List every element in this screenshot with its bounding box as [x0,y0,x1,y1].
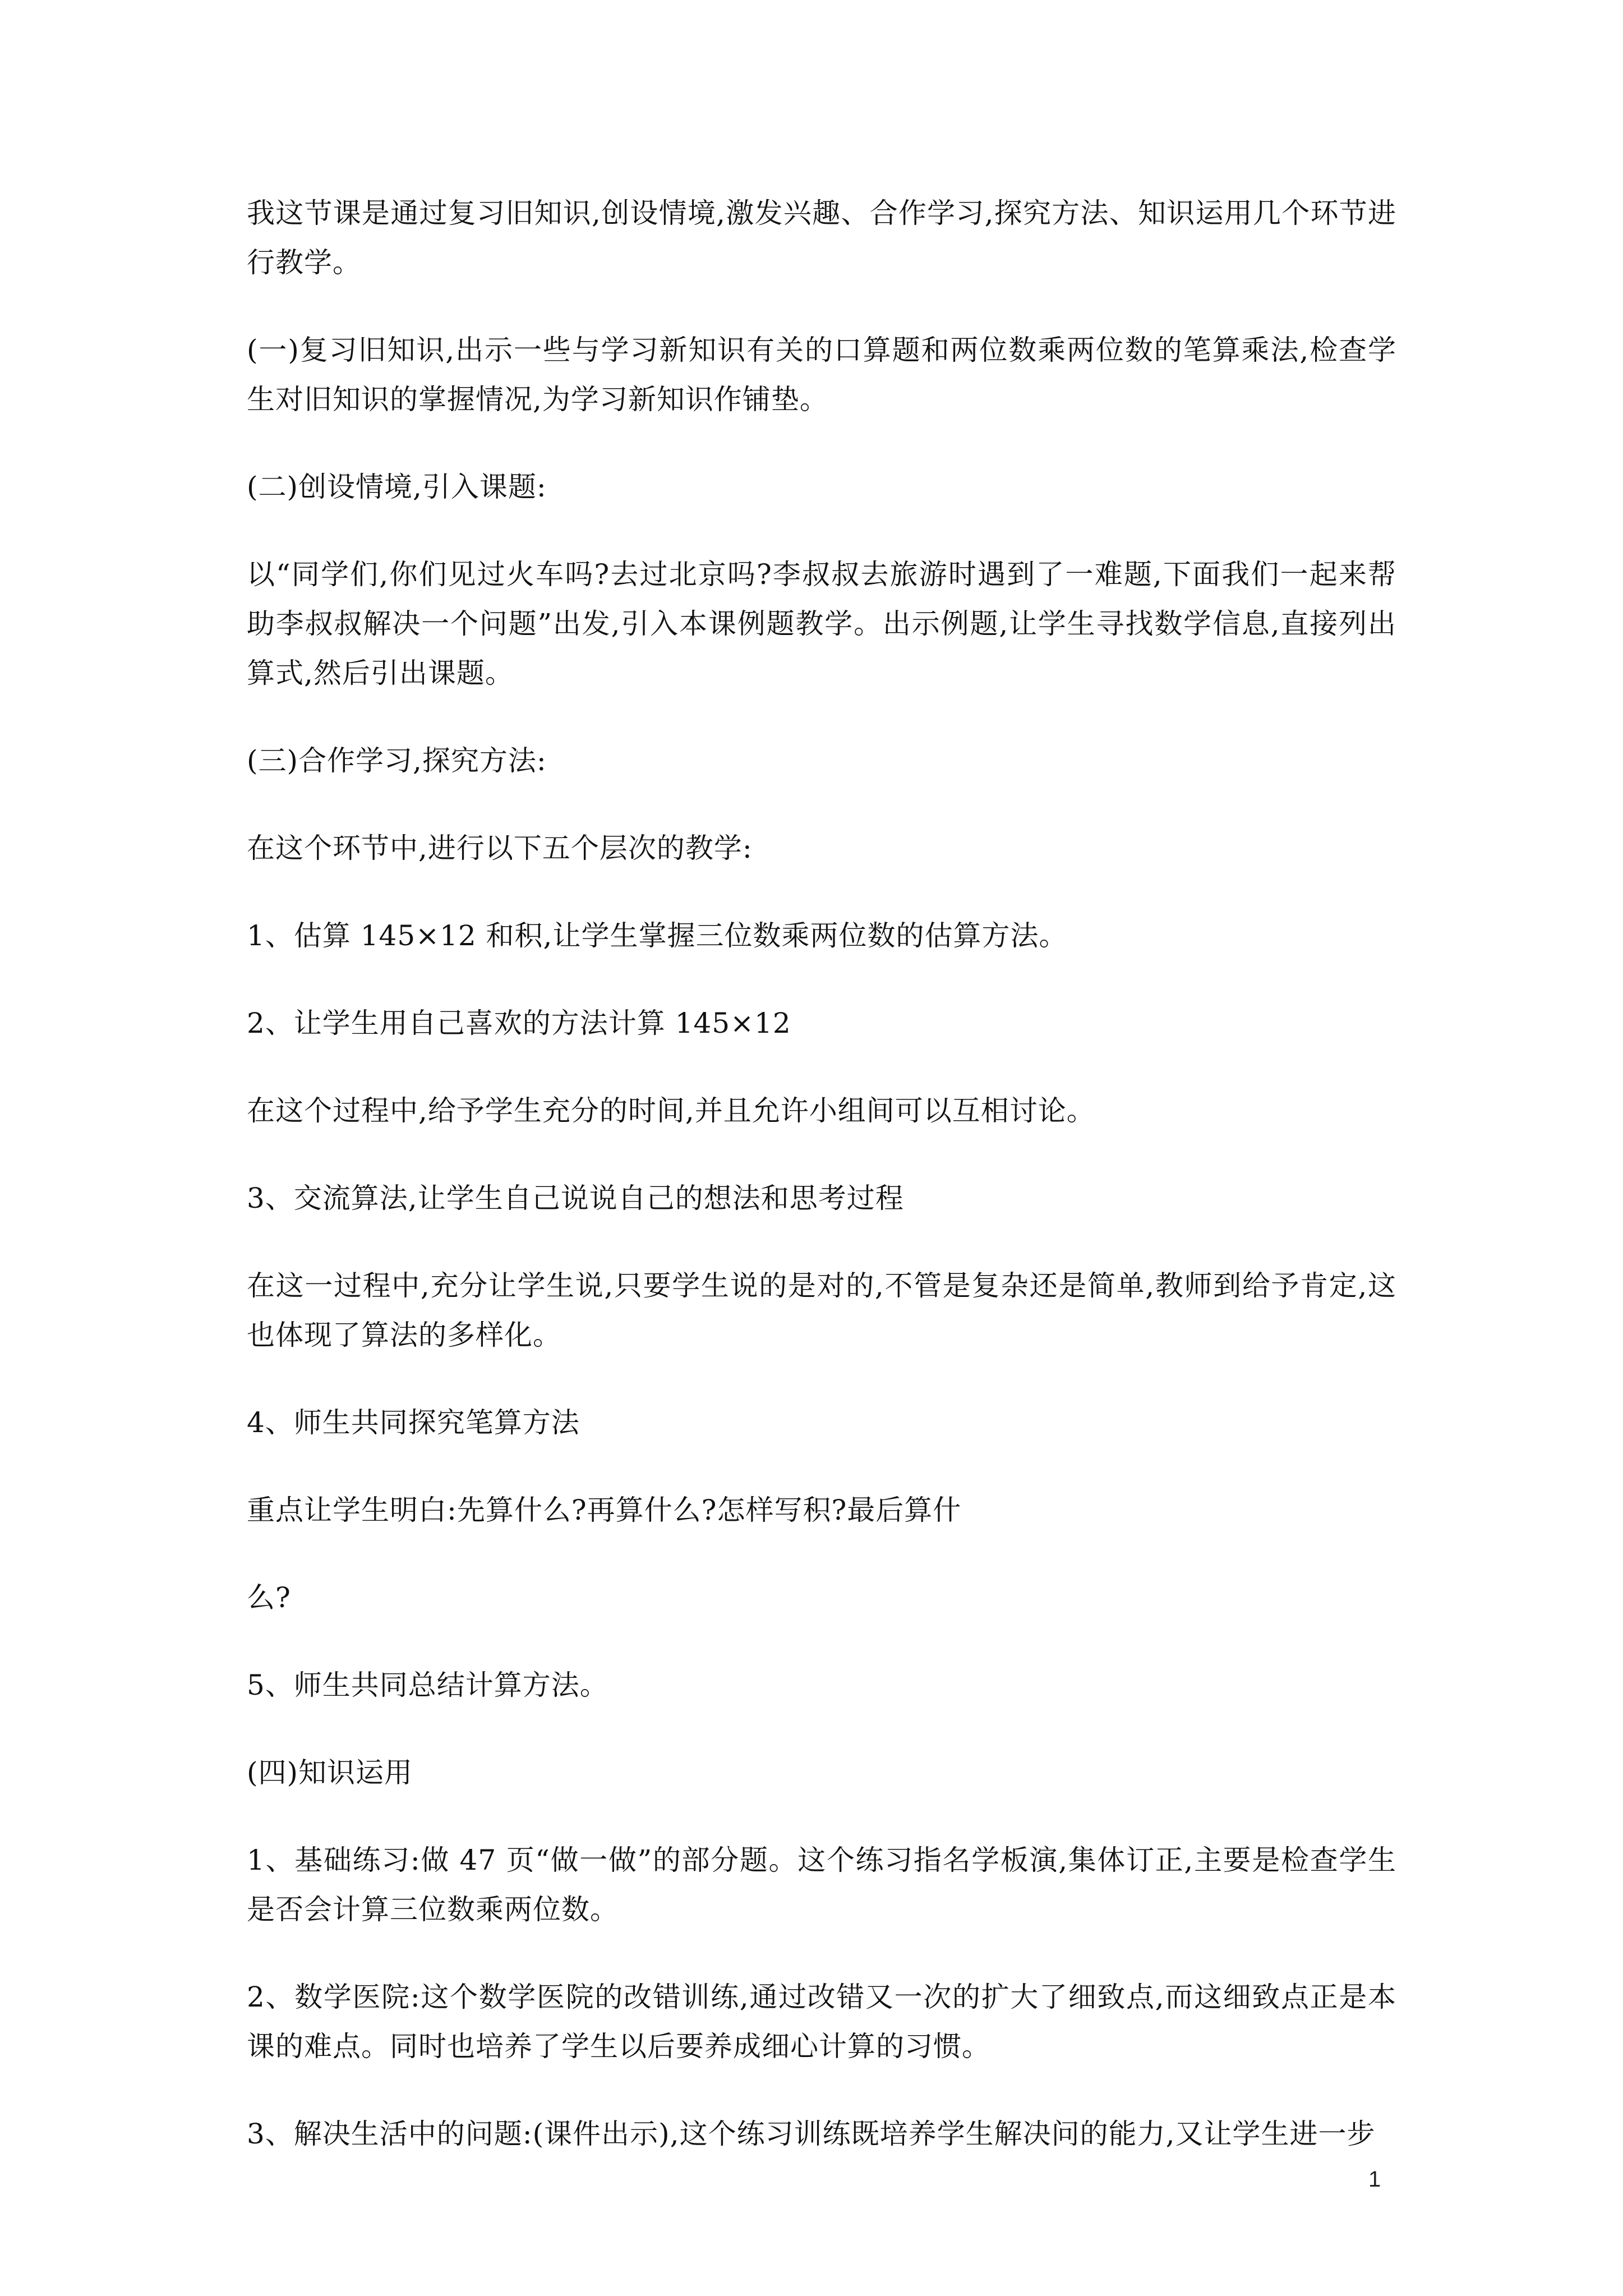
paragraph: (一)复习旧知识,出示一些与学习新知识有关的口算题和两位数乘两位数的笔算乘法,检查学生对旧知识的掌握情况,为学习新知识作铺垫。 [247,334,1396,416]
paragraph: 1、估算 145×12 和积,让学生掌握三位数乘两位数的估算方法。 [247,919,1068,952]
paragraph: (三)合作学习,探究方法: [247,744,547,777]
paragraph: 么? [247,1581,291,1614]
paragraph: 在这个过程中,给予学生充分的时间,并且允许小组间可以互相讨论。 [247,1094,1095,1127]
paragraph: 3、解决生活中的问题:(课件出示),这个练习训练既培养学生解决问的能力,又让学生进一步 [247,2118,1376,2150]
page-number: 1 [1368,2167,1381,2192]
document-body [247,188,1396,2197]
paragraph: 重点让学生明白:先算什么?再算什么?怎样写积?最后算什 [247,1494,962,1526]
paragraph: 1、基础练习:做 47 页“做一做”的部分题。这个练习指名学板演,集体订正,主要是检查学生是否会计算三位数乘两位数。 [247,1844,1396,1926]
paragraph: 5、师生共同总结计算方法。 [247,1669,608,1701]
paragraph: (四)知识运用 [247,1756,413,1789]
paragraph: 2、让学生用自己喜欢的方法计算 145×12 [247,1007,791,1039]
paragraph: (二)创设情境,引入课题: [247,471,547,503]
paragraph: 我这节课是通过复习旧知识,创设情境,激发兴趣、合作学习,探究方法、知识运用几个环节进行教学。 [247,197,1396,279]
paragraph: 以“同学们,你们见过火车吗?去过北京吗?李叔叔去旅游时遇到了一难题,下面我们一起来帮助李叔叔解决一个问题”出发,引入本课例题教学。出示例题,让学生寻找数学信息,直接列出算式,然后引出课题。 [247,558,1396,689]
paragraph: 在这个环节中,进行以下五个层次的教学: [247,832,753,864]
paragraph: 3、交流算法,让学生自己说说自己的想法和思考过程 [247,1182,904,1214]
paragraph: 2、数学医院:这个数学医院的改错训练,通过改错又一次的扩大了细致点,而这细致点正是本课的难点。同时也培养了学生以后要养成细心计算的习惯。 [247,1981,1396,2063]
paragraph: 在这一过程中,充分让学生说,只要学生说的是对的,不管是复杂还是简单,教师到给予肯定,这也体现了算法的多样化。 [247,1269,1396,1351]
paragraph: 4、师生共同探究笔算方法 [247,1406,580,1439]
